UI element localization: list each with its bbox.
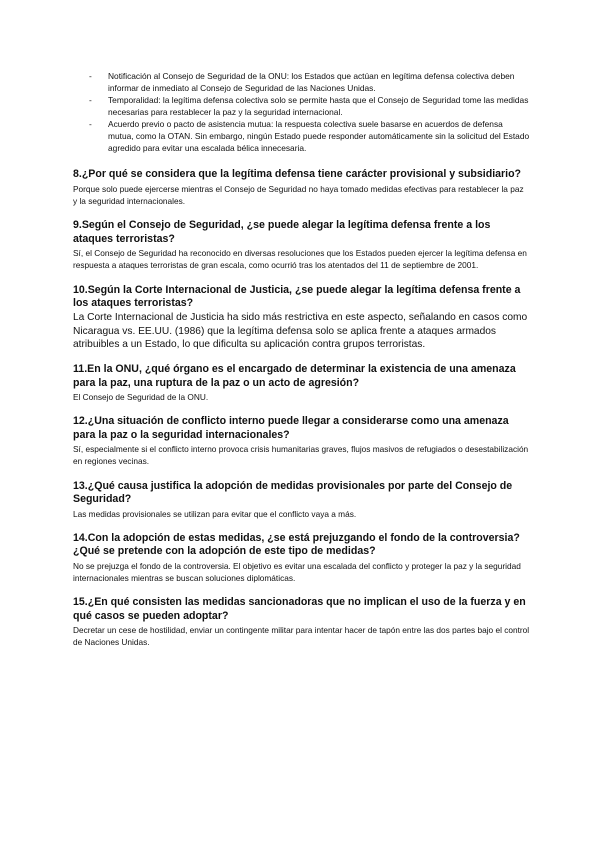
question-heading: 10.Según la Corte Internacional de Justicia, ¿se puede alegar la legítima defensa frente a los ataques terroristas? [73,283,521,309]
question-heading: 13.¿Qué causa justifica la adopción de medidas provisionales por parte del Consejo de Seguridad? [73,479,513,506]
question-heading: 8.¿Por qué se considera que la legítima defensa tiene carácter provisional y subsidiario? [73,168,522,181]
qa-block-13 [73,480,530,520]
question-heading: 14.Con la adopción de estas medidas, ¿se está prejuzgando el fondo de la controversia? ¿Qué se pretende con la adopción de este tipo de medidas? [73,531,520,558]
qa-block-12 [73,415,530,467]
answer-text: Las medidas provisionales se utilizan para evitar que el conflicto vaya a más. [73,508,357,519]
answer-text: Decretar un cese de hostilidad, enviar un contingente militar para intentar hacer de tapón entre las dos partes bajo el control de Naciones Unidas. [73,625,530,648]
answer-text: Sí, el Consejo de Seguridad ha reconocido en diversas resoluciones que los Estados pueden ejercer la legítima defensa en respuesta a ataques terroristas de gran escala, como ocurrió tras los atentados del 11 de septiembre de 2001. [73,247,527,271]
qa-block-9 [73,219,530,271]
qa-block-15 [73,596,530,648]
question-heading: 15.¿En qué consisten las medidas sancionadoras que no implican el uso de la fuerza y en qué casos se pueden adoptar? [73,596,526,622]
qa-block-10 [73,284,530,352]
bullet-item [89,71,530,94]
qa-block-8 [73,168,530,207]
bullet-text: Notificación al Consejo de Seguridad de la ONU: los Estados que actúan en legítima defensa colectiva deben informar de inmediato al Consejo de Seguridad de las Naciones Unidas. [108,71,515,93]
answer-text: Porque solo puede ejercerse mientras el Consejo de Seguridad no haya tomado medidas efectivas para restablecer la paz y la seguridad internacionales. [73,183,524,206]
answer-text: Sí, especialmente si el conflicto interno provoca crisis humanitarias graves, flujos masivos de refugiados o desestabilización en regiones vecinas. [73,444,529,467]
bullet-item [89,119,530,154]
bullet-text: Acuerdo previo o pacto de asistencia mutua: la respuesta colectiva suele basarse en acuerdos de defensa mutua, como la OTAN. Sin embargo, ningún Estado puede responder automáticamente sin la solicitud del Estado agredido para evitar una escalada bélica innecesaria. [108,119,530,153]
answer-text: La Corte Internacional de Justicia ha sido más restrictiva en este aspecto, señalando en casos como Nicaragua vs. EE.UU. (1986) que la legítima defensa solo se aplica frente a ataques armados atribuibles a un Estado, lo que dificulta su aplicación contra grupos terroristas. [73,312,528,350]
question-heading: 11.En la ONU, ¿qué órgano es el encargado de determinar la existencia de una amenaza para la paz, una ruptura de la paz o un acto de agresión? [73,363,516,389]
bullet-text: Temporalidad: la legítima defensa colectiva solo se permite hasta que el Consejo de Seguridad tome las medidas necesarias para restablecer la paz y la seguridad internacional. [108,95,529,117]
bullet-marker: - [89,71,92,81]
answer-text: El Consejo de Seguridad de la ONU. [73,392,209,403]
answer-text: No se prejuzga el fondo de la controversia. El objetivo es evitar una escalada del conflicto y proteger la paz y la seguridad internacionales mientras se buscan soluciones diplomáticas. [73,560,521,583]
bullet-item [89,95,530,118]
question-heading: 9.Según el Consejo de Seguridad, ¿se puede alegar la legítima defensa frente a los ataques terroristas? [73,219,491,245]
qa-block-11 [73,363,530,403]
qa-block-14 [73,532,530,584]
bullet-marker: - [89,119,92,130]
bullet-list [89,71,530,154]
question-heading: 12.¿Una situación de conflicto interno puede llegar a considerarse como una amenaza para la paz o la seguridad internacionales? [73,415,509,441]
bullet-marker: - [89,95,92,106]
